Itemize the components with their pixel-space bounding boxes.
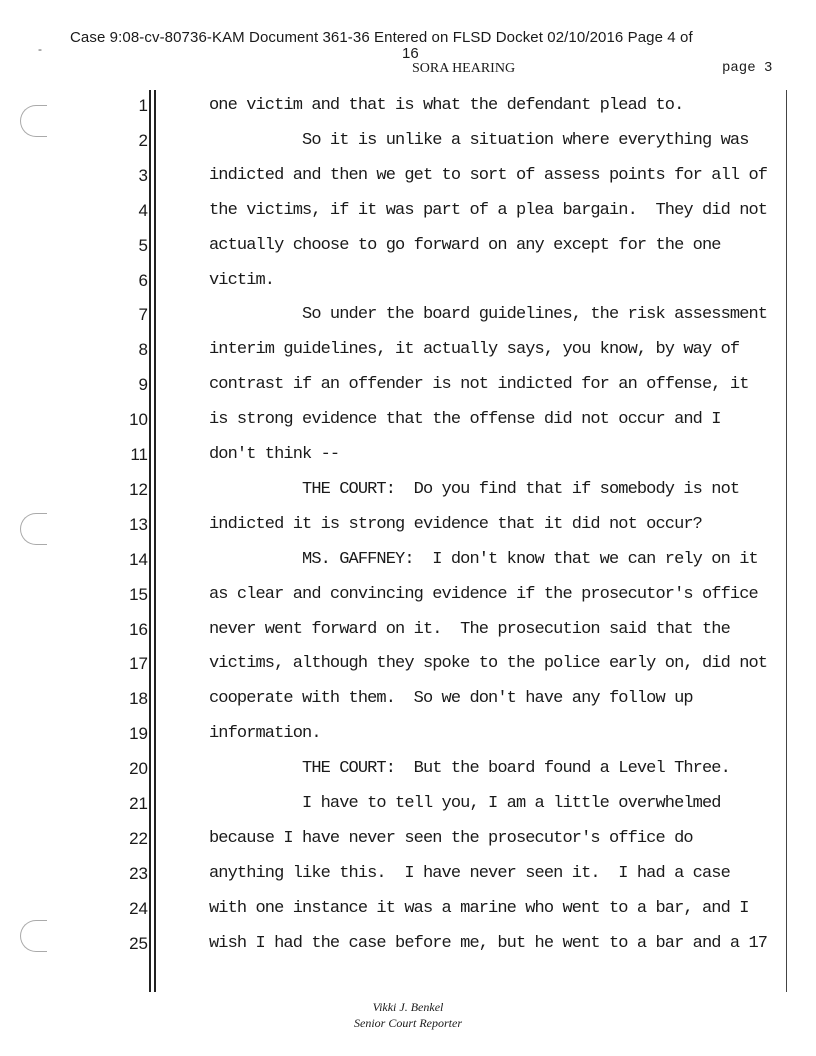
line-text: interim guidelines, it actually says, you know, by way of	[209, 340, 740, 360]
line-number: 25	[129, 933, 148, 953]
line-text: So it is unlike a situation where everything was	[209, 130, 749, 150]
line-text: THE COURT: Do you find that if somebody is not	[209, 479, 740, 499]
line-text: I have to tell you, I am a little overwhelmed	[209, 794, 721, 813]
line-number: 9	[138, 375, 148, 395]
transcript-line	[0, 90, 816, 125]
transcript-line	[0, 125, 816, 160]
line-number: 13	[129, 514, 148, 534]
line-number: 6	[138, 270, 148, 290]
transcript-line	[0, 369, 816, 404]
line-number: 1	[138, 96, 148, 115]
line-text: cooperate with them. So we don't have any follow up	[209, 689, 693, 709]
line-number: 11	[130, 445, 148, 464]
transcript-line	[0, 823, 816, 858]
line-number: 12	[129, 479, 148, 499]
case-header-continuation: 16	[402, 45, 419, 62]
line-number: 17	[129, 654, 148, 674]
transcript-line	[0, 893, 816, 928]
line-text: with one instance it was a marine who went to a bar, and I	[209, 898, 749, 918]
line-text: indicted it is strong evidence that it did not occur?	[209, 514, 702, 534]
line-text: contrast if an offender is not indicted for an offense, it	[209, 375, 749, 395]
transcript-line	[0, 648, 816, 683]
line-text: never went forward on it. The prosecution said that the	[209, 619, 730, 639]
line-text: victim.	[209, 270, 275, 290]
line-number: 18	[129, 689, 148, 709]
line-text: wish I had the case before me, but he went to a bar and a 17	[209, 933, 768, 953]
transcript-line	[0, 230, 816, 265]
line-text: is strong evidence that the offense did not occur and I	[209, 410, 721, 430]
transcript-line	[0, 614, 816, 649]
transcript-line	[0, 509, 816, 544]
line-number: 7	[138, 305, 148, 325]
line-number: 23	[129, 863, 148, 883]
line-number: 4	[138, 200, 148, 220]
page-number: page 3	[722, 60, 773, 76]
transcript-line	[0, 718, 816, 753]
transcript-line	[0, 334, 816, 369]
transcript-line	[0, 474, 816, 509]
reporter-title: Senior Court Reporter	[354, 1016, 462, 1030]
transcript-line	[0, 683, 816, 718]
transcript-line	[0, 404, 816, 439]
transcript-line	[0, 439, 816, 474]
line-number: 10	[129, 410, 148, 430]
line-text: one victim and that is what the defendant plead to.	[209, 96, 684, 115]
transcript-line	[0, 788, 816, 823]
line-text: the victims, if it was part of a plea bargain. They did not	[209, 200, 768, 220]
line-number: 16	[129, 619, 148, 639]
line-text: information.	[209, 724, 321, 744]
line-number: 8	[138, 340, 148, 360]
transcript-line	[0, 753, 816, 788]
line-number: 15	[129, 584, 148, 604]
reporter-name: Vikki J. Benkel	[372, 1000, 444, 1014]
line-number: 20	[129, 759, 148, 779]
transcript-line	[0, 299, 816, 334]
line-text: because I have never seen the prosecutor's office do	[209, 828, 693, 848]
line-text: as clear and convincing evidence if the prosecutor's office	[209, 584, 758, 604]
transcript-line	[0, 928, 816, 963]
line-number: 21	[129, 794, 148, 813]
line-text: actually choose to go forward on any except for the one	[209, 235, 721, 255]
line-number: 24	[129, 898, 148, 918]
transcript-line	[0, 265, 816, 300]
line-text: victims, although they spoke to the police early on, did not	[209, 654, 768, 674]
line-number: 14	[129, 549, 148, 569]
line-number: 22	[129, 828, 148, 848]
line-number: 19	[129, 724, 148, 744]
line-number: 3	[138, 165, 148, 185]
transcript-line	[0, 544, 816, 579]
transcript-line	[0, 195, 816, 230]
line-text: anything like this. I have never seen it. I had a case	[209, 863, 730, 883]
hearing-title: SORA HEARING	[412, 61, 516, 76]
line-text: MS. GAFFNEY: I don't know that we can rely on it	[209, 549, 758, 569]
line-text: So under the board guidelines, the risk assessment	[209, 305, 768, 325]
transcript-line	[0, 579, 816, 614]
line-number: 2	[138, 130, 148, 150]
line-number: 5	[138, 235, 148, 255]
transcript-line	[0, 858, 816, 893]
line-text: indicted and then we get to sort of assess points for all of	[209, 165, 768, 185]
case-header: Case 9:08-cv-80736-KAM Document 361-36 Entered on FLSD Docket 02/10/2016 Page 4 of	[70, 29, 693, 46]
transcript-line	[0, 160, 816, 195]
stray-mark: -	[38, 42, 42, 56]
line-text: don't think --	[209, 445, 340, 464]
line-text: THE COURT: But the board found a Level Three.	[209, 759, 730, 779]
